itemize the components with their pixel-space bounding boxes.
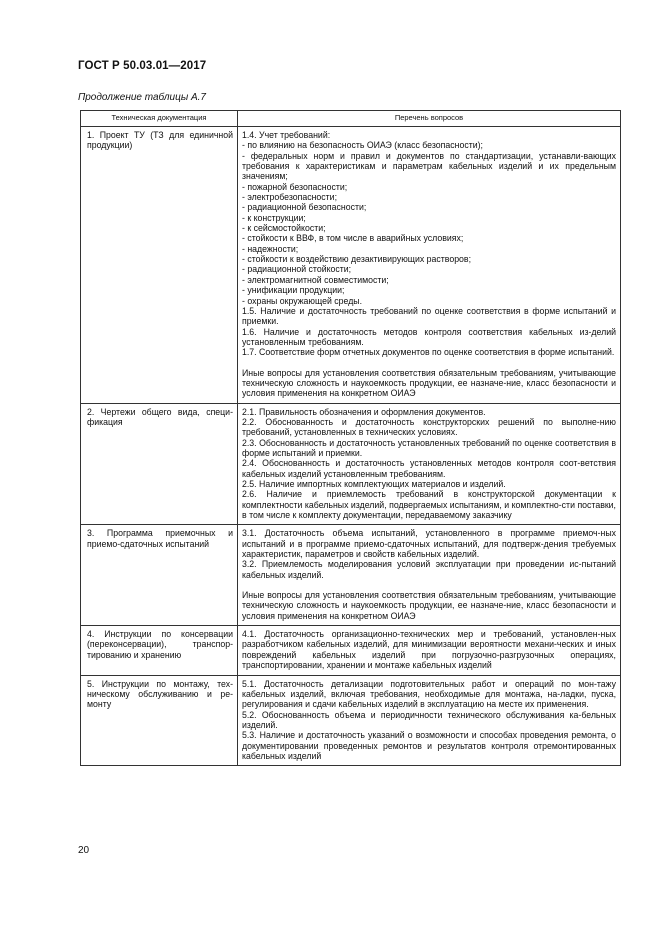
question-item: 5.2. Обоснованность объема и периодичности технического обслуживания ка-бельных изделий. <box>242 709 619 730</box>
question-item: 2.4. Обоснованность и достаточность установленных методов контроля соот-ветствия кабельных изделий установленным требованиям. <box>242 458 619 479</box>
questions-cell <box>238 626 621 675</box>
paragraph-gap <box>242 580 616 590</box>
table-row <box>81 626 621 675</box>
table-caption: Продолжение таблицы А.7 <box>78 92 206 103</box>
question-item: - к конструкции; <box>242 212 306 223</box>
question-item: - стойкости к воздействию дезактивирующих растворов; <box>242 254 472 265</box>
questions-cell <box>238 675 621 766</box>
question-item: 1.5. Наличие и достаточность требований по оценке соответствия в форме испытаний и приемки. <box>242 305 619 327</box>
questions-cell <box>238 127 621 404</box>
question-item: - пожарной безопасности; <box>242 181 348 192</box>
column-header-documentation: Техническая документация <box>81 111 238 127</box>
question-item: 1.7. Соответствие форм отчетных документов по оценке соответствия в форме испытаний. <box>242 347 615 358</box>
document-name-cell: 2. Чертежи общего вида, специ-фикация <box>81 403 238 525</box>
question-item: - электромагнитной совместимости; <box>242 274 389 285</box>
document-name-cell: 1. Проект ТУ (ТЗ для единичной продукции) <box>81 127 238 404</box>
table-header-row <box>81 111 621 127</box>
document-name-cell: 3. Программа приемочных и приемо-сдаточных испытаний <box>81 525 238 626</box>
question-item: - стойкости к ВВФ, в том числе в аварийных условиях; <box>242 233 464 244</box>
question-item: 2.2. Обоснованность и достаточность конструкторских решений по выполне-нию требований, установленных в технических условиях. <box>242 416 619 438</box>
question-item: 2.1. Правильность обозначения и оформления документов. <box>242 406 486 417</box>
table-row <box>81 525 621 626</box>
question-item: - радиационной безопасности; <box>242 202 367 213</box>
requirements-table <box>80 110 621 766</box>
question-item: 3.2. Приемлемость моделирования условий эксплуатации при проведении ис-пытаний кабельных изделий. <box>242 559 619 580</box>
question-item: 4.1. Достаточность организационно-технических мер и требований, установлен-ных разработчиком кабельных изделий, для минимизации вероятности механи-ческих и иных повреждений кабельных изделий при погрузочно-разгрузочных операциях, транспортировании, хранении и монтаже кабельных изделий <box>242 629 619 671</box>
question-item: 5.3. Наличие и достаточность указаний о возможности и способах проведения ремонта, о документировании проведенных ремонтов и результатов контроля отремонтированных кабельных изделий <box>242 730 619 761</box>
table-row <box>81 403 621 525</box>
table-row <box>81 675 621 766</box>
question-item: - по влиянию на безопасность ОИАЭ (класс безопасности); <box>242 140 483 151</box>
question-item: 1.6. Наличие и достаточность методов контроля соответствия кабельных из-делий установленным требованиям. <box>242 326 619 347</box>
standard-designation: ГОСТ Р 50.03.01—2017 <box>78 60 207 72</box>
question-item: 2.5. Наличие импортных комплектующих материалов и изделий. <box>242 479 506 489</box>
question-item: - к сейсмостойкости; <box>242 223 326 234</box>
document-name-cell: 4. Инструкции по консервации (переконсервации), транспор-тированию и хранению <box>81 626 238 675</box>
questions-cell <box>238 403 621 525</box>
question-item: 1.4. Учет требований: <box>242 130 331 140</box>
column-header-questions: Перечень вопросов <box>238 111 621 127</box>
table-row <box>81 127 621 404</box>
question-item: - унификации продукции; <box>242 285 345 296</box>
question-item: 3.1. Достаточность объема испытаний, установленного в программе приемоч-ных испытаний и в программе приемо-сдаточных испытаний, для подтверж-дения требуемых характеристик, параметров и свойств кабельных изделий. <box>242 528 619 560</box>
question-item: Иные вопросы для установления соответствия обязательным требованиям, учитывающие техническую сложность и наукоемкость продукции, ее назначе-ние, класс безопасности и условия применения на конкретном ОИАЭ <box>242 367 619 399</box>
question-item: - надежности; <box>242 243 299 254</box>
document-name-cell: 5. Инструкции по монтажу, тех-ническому обслуживанию и ре-монту <box>81 675 238 766</box>
paragraph-gap <box>242 358 616 368</box>
question-item: - федеральных норм и правил и документов по стандартизации, устанавли-вающих требования к характеристикам и параметрам кабельных изделий и их предельным значениям; <box>242 150 619 182</box>
question-item: - электробезопасности; <box>242 192 338 203</box>
questions-cell <box>238 525 621 626</box>
page-number: 20 <box>78 845 90 856</box>
question-item: Иные вопросы для установления соответствия обязательным требованиям, учитывающие техническую сложность и наукоемкость продукции, ее назначе-ние, класс безопасности и условия применения на конкретном ОИАЭ <box>242 590 619 621</box>
question-item: 5.1. Достаточность детализации подготовительных работ и операций по мон-тажу кабельных изделий, включая требования, необходимые для монтажа, на-ладки, пуска, регулирования и сдачи кабельных изделий в эксплуатацию на месте их применения. <box>242 678 619 710</box>
question-item: - охраны окружающей среды. <box>242 295 363 306</box>
question-item: 2.3. Обоснованность и достаточность установленных требований по оценке соответствия в форме испытаний и приемки. <box>242 437 619 458</box>
question-item: 2.6. Наличие и приемлемость требований в конструкторской документации к комплектности кабельных изделий, подвергаемых испытаниям, и комплектно-сти поставки, в том числе к комплекту документации, передаваемому заказчику <box>242 489 619 521</box>
question-item: - радиационной стойкости; <box>242 264 352 275</box>
